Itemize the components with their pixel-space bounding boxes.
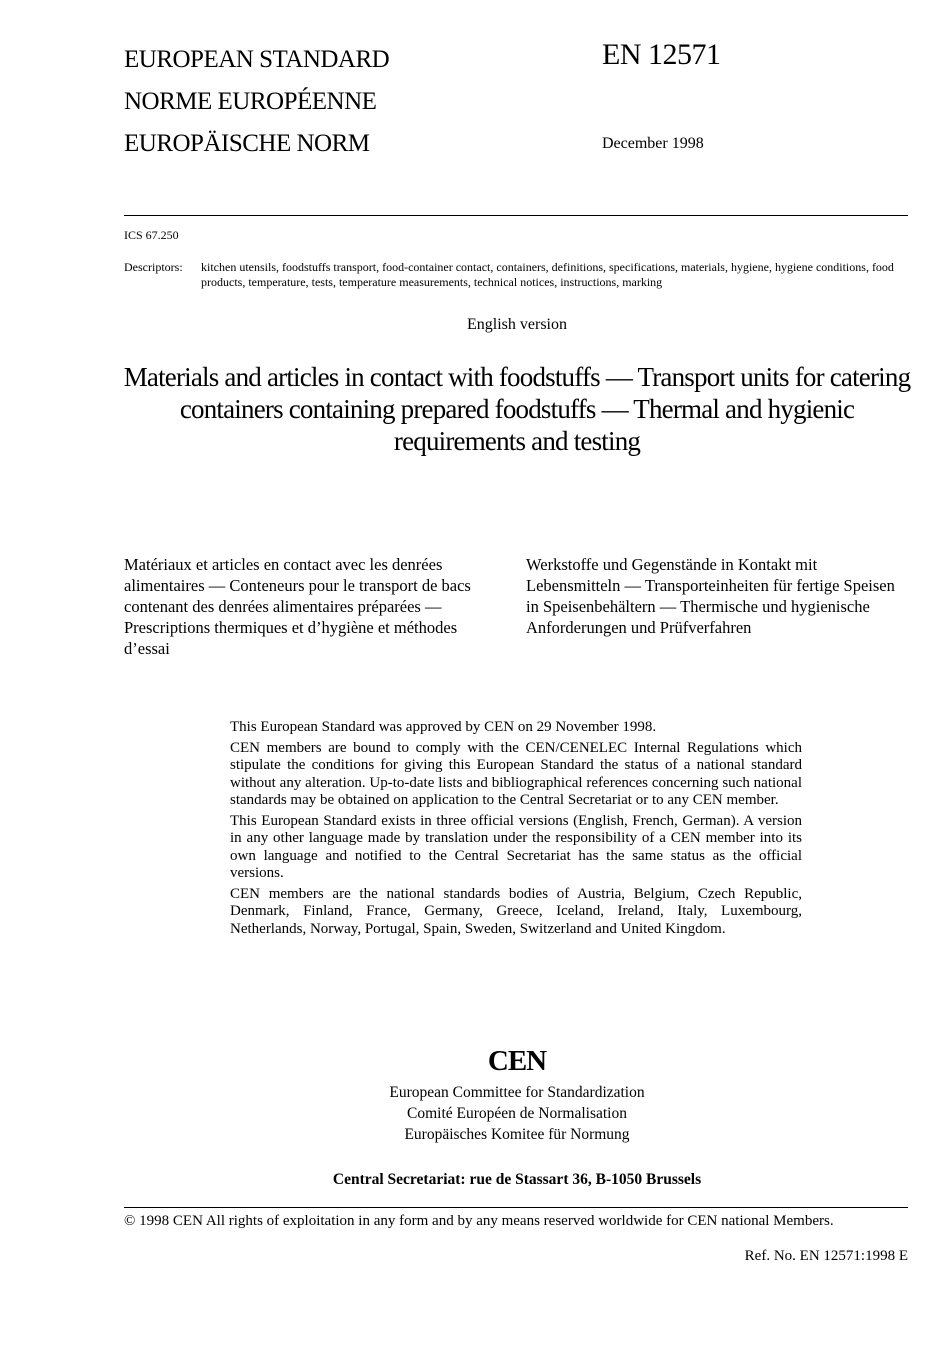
document-title: Materials and articles in contact with foodstuffs — Transport units for catering containers containing prepared foodstuffs — Thermal and hygienic requirements and testing	[123, 362, 911, 456]
german-title: Werkstoffe und Gegenstände in Kontakt mit Lebensmitteln — Transporteinheiten für fertige Speisen in Speisenbehältern — Thermische und hygienische Anforderungen und Prüfverfahren	[526, 555, 895, 637]
title-german: EUROPÄISCHE NORM	[124, 130, 370, 157]
standard-number: EN 12571	[602, 38, 721, 71]
cen-name-english: European Committee for Standardization	[389, 1084, 645, 1101]
descriptors-label: Descriptors:	[124, 260, 183, 274]
cen-name-french: Comité Européen de Normalisation	[407, 1105, 627, 1122]
top-divider	[124, 215, 908, 216]
reference-number: Ref. No. EN 12571:1998 E	[744, 1248, 908, 1264]
bottom-divider	[124, 1207, 908, 1208]
secretariat-address: Central Secretariat: rue de Stassart 36, B-1050 Brussels	[332, 1171, 702, 1188]
compliance-paragraph: CEN members are bound to comply with the CEN/CENELEC Internal Regulations which stipulate the conditions for giving this European Standard the status of a national standard without any alteration. Up-to-date lists and bibliographical references concerning such national standards may be obtained on application to the Central Secretariat or to any CEN member.	[230, 739, 802, 808]
cen-logo: CEN	[487, 1045, 547, 1077]
version-label: English version	[467, 316, 567, 333]
french-title: Matériaux et articles en contact avec les denrées alimentaires — Conteneurs pour le transport de bacs contenant des denrées alimentaires préparées — Prescriptions thermiques et d’hygiène et méthodes d’essai	[124, 555, 471, 658]
cen-name-german: Europäisches Komitee für Normung	[404, 1126, 630, 1143]
title-french: NORME EUROPÉENNE	[124, 88, 377, 115]
ics-code: ICS 67.250	[124, 228, 179, 242]
approval-paragraph: This European Standard was approved by CEN on 29 November 1998.	[230, 719, 657, 735]
publication-date: December 1998	[602, 135, 704, 152]
title-english: EUROPEAN STANDARD	[124, 46, 390, 73]
copyright-notice: © 1998 CEN All rights of exploitation in any form and by any means reserved worldwide for CEN national Members.	[124, 1213, 834, 1229]
members-paragraph: CEN members are the national standards bodies of Austria, Belgium, Czech Republic, Denmark, Finland, France, Germany, Greece, Iceland, Ireland, Italy, Luxembourg, Netherlands, Norway, Portugal, Spain, Sweden, Switzerland and United Kingdom.	[230, 885, 802, 937]
descriptors-text: kitchen utensils, foodstuffs transport, food-container contact, containers, definitions, specifications, materials, hygiene, hygiene conditions, food products, temperature, tests, temperature measurements, technical notices, instructions, marking	[201, 260, 894, 289]
versions-paragraph: This European Standard exists in three official versions (English, French, German). A version in any other language made by translation under the responsibility of a CEN member into its own language and notified to the Central Secretariat has the same status as the official versions.	[230, 812, 802, 881]
approval-notice	[230, 719, 802, 941]
